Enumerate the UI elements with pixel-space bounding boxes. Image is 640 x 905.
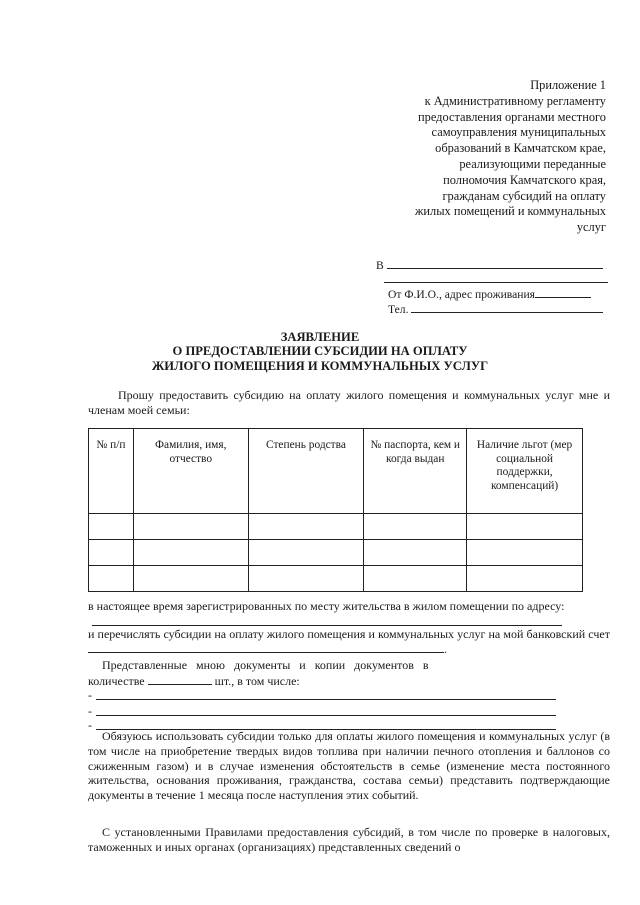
family-members-table [88,428,583,592]
table-cell[interactable] [133,540,248,566]
table-cell[interactable] [89,566,134,592]
addressee-label: В [376,259,384,272]
table-cell[interactable] [89,540,134,566]
table-cell[interactable] [364,566,467,592]
title-line: ЖИЛОГО ПОМЕЩЕНИЯ И КОММУНАЛЬНЫХ УСЛУГ [151,358,489,373]
count-prefix: количестве [88,674,145,688]
obligation-paragraph: Обязуюсь использовать субсидии только для оплаты жилого помещения и коммунальных услуг (в том числе на приобретение твердых видов топлива при наличии печного отопления и баллонов со сжиженным газом) и в случае изменения обстоятельств в семье (изменение места постоянного жительства, основания проживания, гражданства, состава семьи) представить подтверждающие документы в течение 1 месяца после наступления этих событий. [88,729,610,803]
table-cell[interactable] [364,540,467,566]
column-header: Степень родства [248,429,364,514]
registered-address-line[interactable] [92,625,562,626]
phone-field[interactable] [388,302,603,316]
table-cell[interactable] [133,566,248,592]
column-header: Наличие льгот (мер социальной поддержки, компенсаций) [467,429,583,514]
column-header: № п/п [89,429,134,514]
table-header-row [89,429,583,514]
table-row [89,540,583,566]
request-paragraph: Прошу предоставить субсидию на оплату жилого помещения и коммунальных услуг мне и членам моей семьи: [88,388,610,417]
title-line: ЗАЯВЛЕНИЕ [280,330,360,344]
documents-paragraph: Представленные мною документы и копии документов в [102,658,429,672]
table-row [89,566,583,592]
table-cell[interactable] [364,514,467,540]
count-suffix: шт., в том числе: [214,674,300,688]
rules-paragraph: С установленными Правилами предоставления субсидий, в том числе по проверке в налоговых, таможенных и иных органах (организациях) представленных сведений о [88,825,610,854]
title-line: О ПРЕДОСТАВЛЕНИИ СУБСИДИИ НА ОПЛАТУ [172,344,468,359]
appendix-line: образований в Камчатском крае, [435,141,606,156]
documents-count-line [88,674,610,689]
table-cell[interactable] [89,514,134,540]
table-cell[interactable] [248,514,364,540]
phone-label: Тел. [388,303,409,316]
bank-account-line[interactable] [88,642,444,653]
document-list-dash: - [88,718,92,732]
applicant-field[interactable] [388,287,591,301]
table-row [89,514,583,540]
table-cell[interactable] [467,514,583,540]
addressee-line[interactable] [387,258,603,269]
document-title [0,330,640,373]
addressee-extra-line[interactable] [384,282,608,283]
registered-address-text: в настоящее время зарегистрированных по месту жительства в жилом помещении по адресу: [88,599,565,613]
column-header: Фамилия, имя, отчество [133,429,248,514]
appendix-reference [366,78,606,236]
applicant-line[interactable] [535,287,591,298]
appendix-line: жилых помещений и коммунальных [414,204,606,219]
document-list-line[interactable] [96,715,556,716]
appendix-line: предоставления органами местного [418,109,606,124]
bank-transfer-text: и перечислять субсидии на оплату жилого помещения и коммунальных услуг на мой банковский счет [88,627,610,641]
table-cell[interactable] [248,566,364,592]
document-list-dash: - [88,704,92,718]
appendix-line: к Административному регламенту [424,93,606,108]
phone-line[interactable] [411,302,603,313]
table-cell[interactable] [467,540,583,566]
document-list-line[interactable] [96,699,556,700]
applicant-label: От Ф.И.О., адрес проживания [388,288,535,301]
appendix-line: полномочия Камчатского края, [443,172,606,187]
table-cell[interactable] [133,514,248,540]
table-cell[interactable] [467,566,583,592]
appendix-line: Приложение 1 [530,78,606,92]
column-header: № паспорта, кем и когда выдан [364,429,467,514]
appendix-line: реализующими переданные [459,156,606,171]
document-list-dash: - [88,688,92,702]
documents-count-field[interactable] [148,674,212,685]
appendix-line: услуг [576,220,606,235]
addressee-field[interactable] [376,258,608,273]
bank-transfer-paragraph: и перечислять субсидии на оплату жилого помещения и коммунальных услуг на мой банковский счет . [88,627,610,656]
appendix-line: гражданам субсидий на оплату [442,188,606,203]
appendix-line: самоуправления муниципальных [431,125,606,140]
table-cell[interactable] [248,540,364,566]
